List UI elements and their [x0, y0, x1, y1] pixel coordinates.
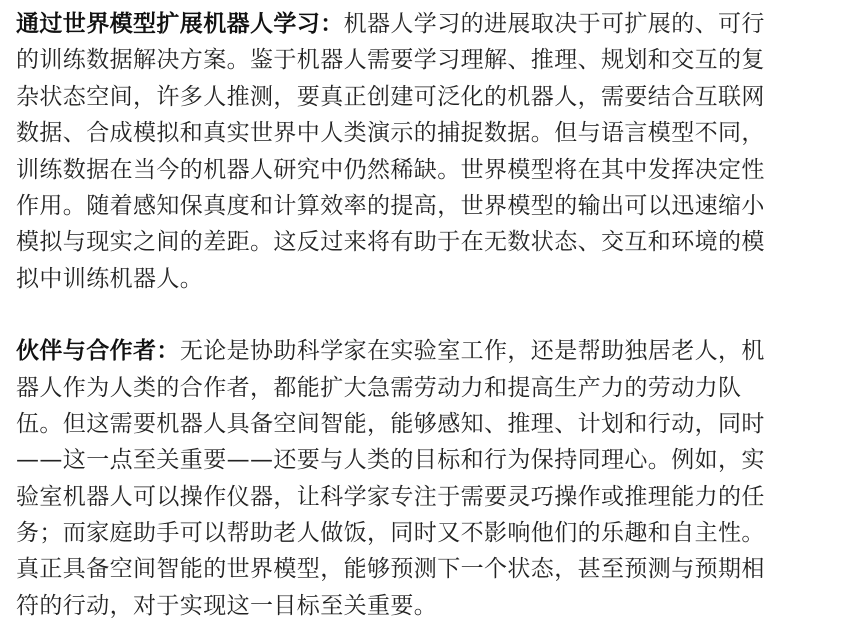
- paragraph-text: 无论是协助科学家在实验室工作，还是帮助独居老人，机: [179, 338, 765, 365]
- text-line: 训练数据在当今的机器人研究中仍然稀缺。世界模型将在其中发挥决定性: [16, 156, 765, 183]
- text-line: 伍。但这需要机器人具备空间智能，能够感知、推理、计划和行动，同时: [16, 410, 765, 437]
- text-line: 符的行动，对于实现这一目标至关重要。: [16, 592, 438, 619]
- text-line: 拟中训练机器人。: [16, 265, 204, 292]
- article-body: [16, 6, 828, 624]
- text-line: [16, 333, 828, 369]
- paragraph-partners: [16, 333, 828, 624]
- text-line: 作用。随着感知保真度和计算效率的提高，世界模型的输出可以迅速缩小: [16, 192, 765, 219]
- text-line: 务；而家庭助手可以帮助老人做饭，同时又不影响他们的乐趣和自主性。: [16, 520, 765, 547]
- paragraph-heading: 伙伴与合作者：: [16, 338, 180, 365]
- text-line: 杂状态空间，许多人推测，要真正创建可泛化的机器人，需要结合互联网: [16, 83, 765, 110]
- text-line: 数据、合成模拟和真实世界中人类演示的捕捉数据。但与语言模型不同，: [16, 120, 765, 147]
- paragraph-robot-learning: [16, 6, 828, 297]
- text-line: 器人作为人类的合作者，都能扩大急需劳动力和提高生产力的劳动力队: [16, 374, 742, 401]
- text-line: 真正具备空间智能的世界模型，能够预测下一个状态，甚至预测与预期相: [16, 556, 765, 583]
- text-line: ——这一点至关重要——还要与人类的目标和行为保持同理心。例如，实: [16, 447, 765, 474]
- text-line: 模拟与现实之间的差距。这反过来将有助于在无数状态、交互和环境的模: [16, 229, 765, 256]
- paragraph-heading: 通过世界模型扩展机器人学习：: [16, 11, 344, 37]
- text-line: 的训练数据解决方案。鉴于机器人需要学习理解、推理、规划和交互的复: [16, 47, 765, 74]
- paragraph-text: 机器人学习的进展取决于可扩展的、可行: [343, 11, 765, 37]
- text-line: 验室机器人可以操作仪器，让科学家专注于需要灵巧操作或推理能力的任: [16, 483, 765, 510]
- text-line: [16, 6, 828, 42]
